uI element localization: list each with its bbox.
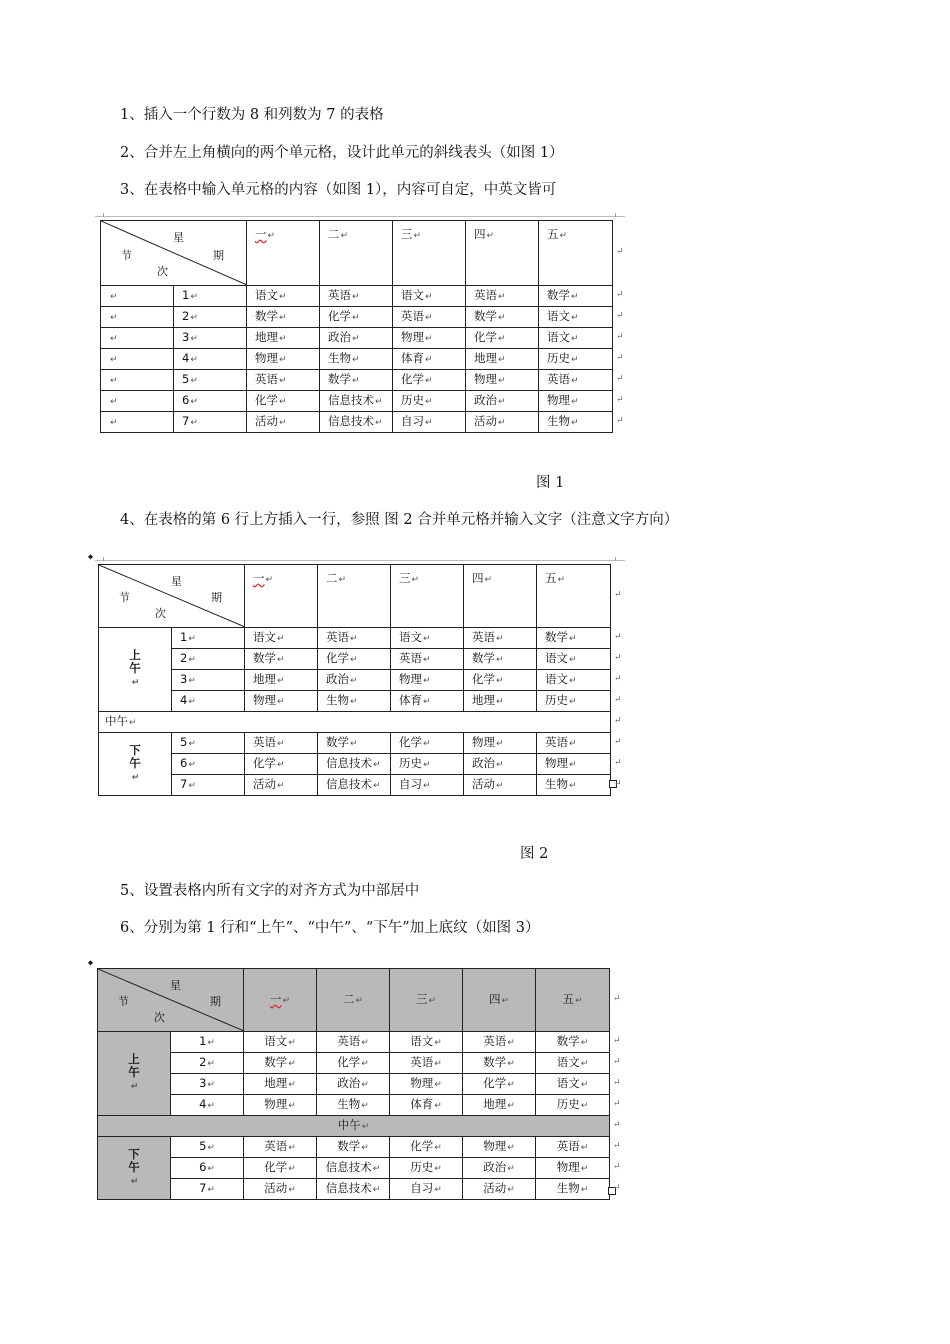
period-label-2: 次 (157, 265, 168, 278)
period-number: 5↵ (171, 1137, 244, 1158)
table-row (101, 391, 613, 412)
row-end-mark: ↵ (613, 1161, 621, 1172)
empty-cell: ↵ (101, 286, 174, 307)
day-header: 二↵ (318, 565, 391, 628)
instruction-step3: 3、在表格中输入单元格的内容（如图 1），内容可自定，中英文皆可 (120, 182, 557, 198)
empty-cell: ↵ (101, 391, 174, 412)
subject-cell: 数学↵ (539, 286, 613, 307)
subject-cell: 信息技术↵ (320, 412, 393, 433)
subject-cell: 信息技术↵ (317, 1158, 390, 1179)
week-label-2: 期 (211, 591, 222, 604)
row-end-mark: ↵ (616, 373, 624, 384)
subject-cell: 语文↵ (539, 328, 613, 349)
subject-cell: 化学↵ (466, 328, 539, 349)
day-header: 三↵ (391, 565, 464, 628)
subject-cell: 数学↵ (317, 1137, 390, 1158)
noon-cell: 中午↵ (99, 712, 611, 733)
row-end-mark: ↵ (614, 673, 622, 684)
row-end-mark: ↵ (616, 352, 624, 363)
period-number: 4↵ (171, 1095, 244, 1116)
subject-cell: 活动↵ (244, 1179, 317, 1200)
figure1-caption: 图 1 (536, 475, 565, 491)
table-row (101, 412, 613, 433)
subject-cell: 英语↵ (463, 1032, 536, 1053)
subject-cell: 化学↵ (393, 370, 466, 391)
period-number: 7↵ (171, 1179, 244, 1200)
subject-cell: 英语↵ (466, 286, 539, 307)
subject-cell: 英语↵ (320, 286, 393, 307)
subject-cell: 物理↵ (391, 670, 464, 691)
subject-cell: 政治↵ (464, 754, 537, 775)
subject-cell: 政治↵ (320, 328, 393, 349)
period-number: 6↵ (171, 1158, 244, 1179)
subject-cell: 历史↵ (536, 1095, 610, 1116)
day-header: 二↵ (320, 221, 393, 286)
period-number: 6↵ (174, 391, 247, 412)
subject-cell: 英语↵ (318, 628, 391, 649)
period-number: 1↵ (174, 286, 247, 307)
subject-cell: 英语↵ (464, 628, 537, 649)
table-row (101, 307, 613, 328)
diagonal-header-cell (99, 565, 245, 628)
row-end-mark: ↵ (614, 694, 622, 705)
subject-cell: 语文↵ (245, 628, 318, 649)
subject-cell: 活动↵ (245, 775, 318, 796)
subject-cell: 生物↵ (536, 1179, 610, 1200)
row-end-mark: ↵ (613, 993, 621, 1004)
table-row (101, 328, 613, 349)
subject-cell: 地理↵ (464, 691, 537, 712)
subject-cell: 化学↵ (391, 733, 464, 754)
subject-cell: 化学↵ (247, 391, 320, 412)
row-end-mark: ↵ (614, 715, 622, 726)
subject-cell: 英语↵ (390, 1053, 463, 1074)
subject-cell: 地理↵ (466, 349, 539, 370)
subject-cell: 生物↵ (318, 691, 391, 712)
period-number: 2↵ (172, 649, 245, 670)
figure3-table (97, 968, 610, 1200)
subject-cell: 数学↵ (464, 649, 537, 670)
row-end-mark: ↵ (613, 1140, 621, 1151)
table-row (99, 754, 611, 775)
subject-cell: 物理↵ (244, 1095, 317, 1116)
subject-cell: 语文↵ (537, 670, 611, 691)
table-row (98, 1032, 610, 1053)
subject-cell: 英语↵ (537, 733, 611, 754)
subject-cell: 英语↵ (317, 1032, 390, 1053)
empty-cell: ↵ (101, 412, 174, 433)
table-row (99, 733, 611, 754)
row-end-mark: ↵ (616, 310, 624, 321)
table-row (99, 691, 611, 712)
period-number: 3↵ (171, 1074, 244, 1095)
period-number: 1↵ (172, 628, 245, 649)
day-header: 五↵ (536, 969, 610, 1032)
period-label-2: 次 (154, 1011, 165, 1024)
subject-cell: 语文↵ (536, 1074, 610, 1095)
subject-cell: 地理↵ (244, 1074, 317, 1095)
morning-section-cell (98, 1032, 171, 1116)
subject-cell: 生物↵ (539, 412, 613, 433)
subject-cell: 生物↵ (537, 775, 611, 796)
table-row (98, 1137, 610, 1158)
period-number: 2↵ (171, 1053, 244, 1074)
subject-cell: 语文↵ (247, 286, 320, 307)
day-header: 二↵ (317, 969, 390, 1032)
subject-cell: 语文↵ (539, 307, 613, 328)
row-end-mark: ↵ (614, 652, 622, 663)
period-label: 节 (121, 249, 132, 262)
subject-cell: 化学↵ (244, 1158, 317, 1179)
subject-cell: 自习↵ (393, 412, 466, 433)
period-number: 1↵ (171, 1032, 244, 1053)
subject-cell: 语文↵ (393, 286, 466, 307)
subject-cell: 数学↵ (466, 307, 539, 328)
subject-cell: 化学↵ (463, 1074, 536, 1095)
table-row (98, 1053, 610, 1074)
figure2-caption: 图 2 (520, 846, 549, 862)
period-number: 5↵ (174, 370, 247, 391)
subject-cell: 体育↵ (393, 349, 466, 370)
subject-cell: 历史↵ (537, 691, 611, 712)
subject-cell: 政治↵ (466, 391, 539, 412)
subject-cell: 化学↵ (245, 754, 318, 775)
afternoon-label: 下 午 ↵ (128, 1146, 140, 1187)
day-header: 四↵ (464, 565, 537, 628)
row-end-mark: ↵ (616, 246, 624, 257)
empty-cell: ↵ (101, 349, 174, 370)
subject-cell: 生物↵ (317, 1095, 390, 1116)
noon-row (99, 712, 611, 733)
week-label: 星 (171, 575, 182, 588)
table-row (99, 628, 611, 649)
row-end-mark: ↵ (613, 1182, 621, 1193)
subject-cell: 历史↵ (393, 391, 466, 412)
subject-cell: 体育↵ (391, 691, 464, 712)
subject-cell: 数学↵ (537, 628, 611, 649)
period-number: 4↵ (174, 349, 247, 370)
subject-cell: 地理↵ (245, 670, 318, 691)
subject-cell: 数学↵ (320, 370, 393, 391)
subject-cell: 生物↵ (320, 349, 393, 370)
empty-cell: ↵ (101, 307, 174, 328)
subject-cell: 历史↵ (539, 349, 613, 370)
day-header: 三↵ (393, 221, 466, 286)
subject-cell: 物理↵ (539, 391, 613, 412)
afternoon-section-cell (99, 733, 172, 796)
subject-cell: 数学↵ (247, 307, 320, 328)
period-number: 7↵ (174, 412, 247, 433)
subject-cell: 化学↵ (464, 670, 537, 691)
subject-cell: 化学↵ (390, 1137, 463, 1158)
subject-cell: 英语↵ (244, 1137, 317, 1158)
subject-cell: 历史↵ (391, 754, 464, 775)
subject-cell: 活动↵ (464, 775, 537, 796)
week-label-2: 期 (213, 249, 224, 262)
figure2-table (98, 564, 611, 796)
empty-cell: ↵ (101, 370, 174, 391)
subject-cell: 语文↵ (391, 628, 464, 649)
subject-cell: 物理↵ (393, 328, 466, 349)
row-end-mark: ↵ (613, 1035, 621, 1046)
subject-cell: 历史↵ (390, 1158, 463, 1179)
day-header: 一↵ (244, 969, 317, 1032)
subject-cell: 物理↵ (390, 1074, 463, 1095)
subject-cell: 物理↵ (245, 691, 318, 712)
table-row (101, 286, 613, 307)
subject-cell: 地理↵ (247, 328, 320, 349)
row-end-mark: ↵ (616, 394, 624, 405)
row-end-mark: ↵ (616, 289, 624, 300)
table-row (101, 349, 613, 370)
row-end-mark: ↵ (613, 1077, 621, 1088)
empty-cell: ↵ (101, 328, 174, 349)
subject-cell: 信息技术↵ (317, 1179, 390, 1200)
period-number: 2↵ (174, 307, 247, 328)
day-header: 一↵ (247, 221, 320, 286)
table-row (98, 1158, 610, 1179)
day-header: 五↵ (537, 565, 611, 628)
period-number: 5↵ (172, 733, 245, 754)
row-end-mark: ↵ (613, 1119, 621, 1130)
subject-cell: 数学↵ (245, 649, 318, 670)
table-row (98, 1095, 610, 1116)
noon-row (98, 1116, 610, 1137)
row-end-mark: ↵ (616, 331, 624, 342)
subject-cell: 政治↵ (318, 670, 391, 691)
table-move-handle[interactable]: ⌖ (88, 959, 94, 969)
subject-cell: 数学↵ (244, 1053, 317, 1074)
subject-cell: 英语↵ (539, 370, 613, 391)
noon-cell: 中午↵ (98, 1116, 610, 1137)
day-header: 一↵ (245, 565, 318, 628)
subject-cell: 物理↵ (466, 370, 539, 391)
table-move-handle[interactable]: ⌖ (88, 553, 94, 563)
subject-cell: 语文↵ (244, 1032, 317, 1053)
subject-cell: 自习↵ (390, 1179, 463, 1200)
row-end-mark: ↵ (614, 778, 622, 789)
diagonal-header-cell (101, 221, 247, 286)
table-row (99, 649, 611, 670)
period-number: 3↵ (174, 328, 247, 349)
subject-cell: 数学↵ (463, 1053, 536, 1074)
subject-cell: 自习↵ (391, 775, 464, 796)
subject-cell: 物理↵ (537, 754, 611, 775)
subject-cell: 语文↵ (537, 649, 611, 670)
figure1-table (100, 220, 613, 433)
subject-cell: 化学↵ (320, 307, 393, 328)
subject-cell: 语文↵ (536, 1053, 610, 1074)
diagonal-header-cell (98, 969, 244, 1032)
day-header: 四↵ (463, 969, 536, 1032)
week-label: 星 (173, 231, 184, 244)
row-end-mark: ↵ (614, 736, 622, 747)
subject-cell: 信息技术↵ (320, 391, 393, 412)
row-end-mark: ↵ (614, 589, 622, 600)
subject-cell: 英语↵ (245, 733, 318, 754)
subject-cell: 英语↵ (391, 649, 464, 670)
day-header: 四↵ (466, 221, 539, 286)
subject-cell: 活动↵ (463, 1179, 536, 1200)
table-row (99, 775, 611, 796)
row-end-mark: ↵ (614, 757, 622, 768)
table-ruler-2 (95, 560, 625, 561)
subject-cell: 物理↵ (536, 1158, 610, 1179)
week-label: 星 (170, 979, 181, 992)
period-number: 6↵ (172, 754, 245, 775)
row-end-mark: ↵ (614, 631, 622, 642)
subject-cell: 政治↵ (463, 1158, 536, 1179)
subject-cell: 地理↵ (463, 1095, 536, 1116)
table-row (101, 370, 613, 391)
period-number: 4↵ (172, 691, 245, 712)
subject-cell: 政治↵ (317, 1074, 390, 1095)
subject-cell: 物理↵ (464, 733, 537, 754)
subject-cell: 化学↵ (317, 1053, 390, 1074)
afternoon-section-cell (98, 1137, 171, 1200)
row-end-mark: ↵ (613, 1056, 621, 1067)
row-end-mark: ↵ (613, 1098, 621, 1109)
period-label: 节 (119, 591, 130, 604)
subject-cell: 活动↵ (466, 412, 539, 433)
subject-cell: 物理↵ (247, 349, 320, 370)
subject-cell: 活动↵ (247, 412, 320, 433)
period-number: 3↵ (172, 670, 245, 691)
morning-label: 上 午 ↵ (128, 1052, 140, 1092)
subject-cell: 物理↵ (463, 1137, 536, 1158)
subject-cell: 英语↵ (536, 1137, 610, 1158)
period-label: 节 (118, 995, 129, 1008)
subject-cell: 语文↵ (390, 1032, 463, 1053)
subject-cell: 英语↵ (393, 307, 466, 328)
period-number: 7↵ (172, 775, 245, 796)
instruction-step2: 2、合并左上角横向的两个单元格，设计此单元的斜线表头（如图 1） (120, 145, 564, 161)
period-label-2: 次 (155, 607, 166, 620)
instruction-step5: 5、设置表格内所有文字的对齐方式为中部居中 (120, 883, 420, 899)
subject-cell: 信息技术↵ (318, 754, 391, 775)
day-header: 三↵ (390, 969, 463, 1032)
table-row (99, 670, 611, 691)
instruction-step1: 1、插入一个行数为 8 和列数为 7 的表格 (120, 107, 384, 123)
subject-cell: 数学↵ (318, 733, 391, 754)
table-row (98, 1074, 610, 1095)
week-label-2: 期 (210, 995, 221, 1008)
morning-section-cell (99, 628, 172, 712)
table-ruler-1 (95, 216, 625, 217)
subject-cell: 信息技术↵ (318, 775, 391, 796)
subject-cell: 化学↵ (318, 649, 391, 670)
row-end-mark: ↵ (616, 415, 624, 426)
instruction-step4: 4、在表格的第 6 行上方插入一行，参照 图 2 合并单元格并输入文字（注意文字方向） (120, 512, 679, 528)
subject-cell: 数学↵ (536, 1032, 610, 1053)
day-header: 五↵ (539, 221, 613, 286)
subject-cell: 体育↵ (390, 1095, 463, 1116)
morning-label: 上 午 ↵ (129, 648, 141, 688)
afternoon-label: 下 午 ↵ (129, 742, 141, 783)
instruction-step6: 6、分别为第 1 行和“上午”、“中午”、“下午”加上底纹（如图 3） (120, 920, 540, 936)
subject-cell: 英语↵ (247, 370, 320, 391)
table-row (98, 1179, 610, 1200)
